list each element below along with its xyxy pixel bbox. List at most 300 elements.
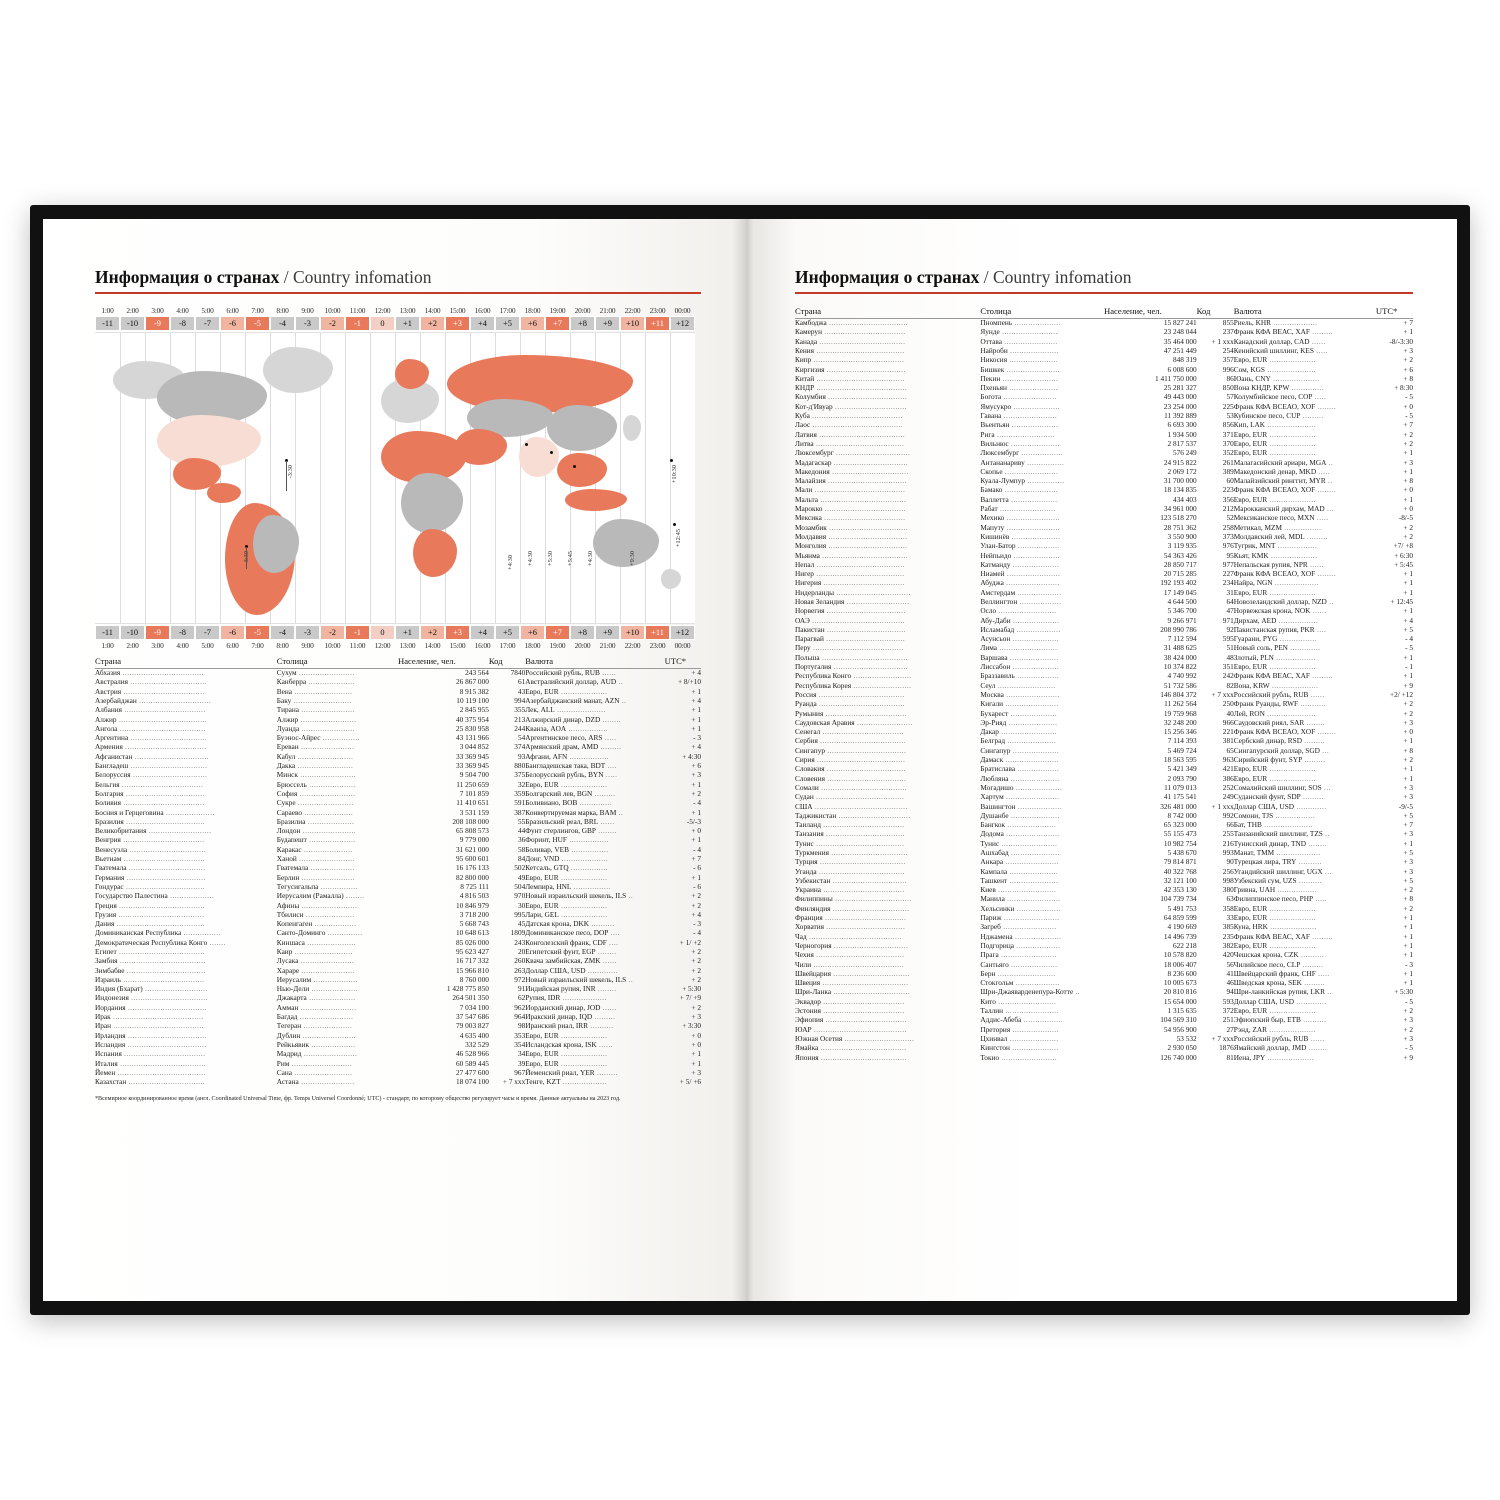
cell-code: 356 [1222,494,1234,504]
cell-capital: Улан-Батор .................. [980,541,1060,551]
cell-currency: Лари, GEL .................... [525,909,608,919]
cell-currency: Евро, EUR .................... [525,1058,608,1068]
cell-capital: Санто-Доминго ............... [276,928,363,938]
cell-utc: + 5 [1403,848,1413,857]
cell-population: 25 281 327 [1163,383,1197,393]
cell-currency: Новый израильский шекель, ILS .. [525,891,634,901]
cell-capital: Кигали ....................... [980,699,1059,709]
utc-offset--4: -4 [270,625,295,640]
cell-code: 39 [517,1058,526,1068]
cell-population: 6 008 600 [1167,364,1197,374]
cell-code: 43 [517,686,526,696]
cell-capital: Вашингтон ................... [980,801,1063,811]
cell-utc: + 0 [691,1030,701,1040]
cell-code: 243 [514,937,526,947]
map-label-4: +5:30 [547,550,554,566]
cell-country: Саудовская Аравия ........................ [795,717,913,727]
cell-code: 91 [517,984,526,994]
utc-offset--11: -11 [95,316,120,331]
cell-capital: Гватемала ................... [276,863,355,873]
cell-capital: Веллингтон .................. [980,596,1062,606]
cell-code: 855 [1222,318,1234,328]
hour-tick-4: 5:00 [201,640,214,650]
cell-capital: Нджамена .................... [980,931,1062,941]
cell-currency: Манат, TMM ................... [1233,848,1321,857]
cell-capital: Каир ......................... [276,946,353,956]
cell-currency: Франк КФА ВСЕАО, XOF ........ [1233,569,1337,579]
header-population: Население, чел. [398,656,489,669]
cell-country: Вьетнам ................................... [95,854,206,864]
cell-utc: + 1 [691,1049,701,1059]
hour-tick-22: 23:00 [649,305,666,315]
utc-offset--1: -1 [345,625,370,640]
cell-currency: Евро, EUR .................... [1233,764,1317,774]
cell-code: 387 [514,807,526,817]
cell-population: 31 621 000 [456,844,489,854]
cell-capital: Подгорица ................... [980,940,1061,950]
cell-code: 856 [1222,420,1234,430]
cell-utc: - 5 [1405,1043,1413,1053]
cell-capital: Токио ........................ [980,1052,1058,1062]
cell-population: 5 469 724 [1167,745,1197,755]
cell-country: Азербайджан ............................... [95,695,212,705]
cell-country: Венесуэла ................................. [95,844,207,854]
cell-population: 10 648 613 [456,928,489,938]
cell-code: 381 [1222,736,1234,746]
cell-population: 10 374 822 [1163,662,1197,672]
cell-utc: + 5 [1403,810,1413,820]
cell-country: Италия ..................................... [95,1058,207,1068]
cell-code: 993 [1222,848,1234,857]
cell-country: Португалия ................................ [795,662,909,672]
cell-currency: Датская крона, DKK .......... [525,919,615,929]
hour-tick-18: 19:00 [549,640,566,650]
cell-utc: - 5 [1405,392,1413,402]
hour-tick-9: 10:00 [324,640,341,650]
cell-population: 2 069 172 [1167,466,1197,476]
utc-offset--11: -11 [95,625,120,640]
cell-utc: + 1 [1403,950,1413,960]
hour-tick-18: 19:00 [549,305,566,315]
cell-population: 14 496 739 [1163,931,1197,941]
cell-country: Латвия ..................................... [795,429,906,439]
cell-currency: Юань, CNY .................... [1233,373,1320,383]
cell-country: Сомали ..................................... [795,782,908,792]
cell-capital: Брюссель .................... [276,779,356,789]
cell-currency: Евро, EUR .................... [525,686,608,696]
cell-country: Чад ........................................ [795,931,902,941]
table-row [95,1078,701,1087]
cell-population: 8 742 000 [1167,810,1197,820]
table-row [795,1053,1413,1062]
cell-utc: + 5:45 [1394,559,1413,569]
cell-capital: Ямусукро .................... [980,401,1060,411]
cell-code: 963 [1222,755,1234,765]
cell-country: Филиппины ................................. [795,894,912,904]
cell-utc: + 1 [1403,569,1413,579]
cell-population: 43 131 966 [456,733,489,743]
cell-country: Камбоджа .................................. [795,318,909,328]
cell-capital: Сингапур .................... [980,745,1060,755]
cell-capital: Луанда ....................... [276,723,355,733]
cell-currency: Евро, EUR .................... [525,1049,608,1059]
cell-population: 35 464 000 [1163,336,1197,346]
world-timezone-map [95,332,695,624]
cell-country: Сирия ...................................... [795,755,906,765]
cell-currency: Евро, EUR .................... [525,779,608,789]
cell-population: 10 578 820 [1163,950,1197,960]
utc-offset-+6: +6 [520,625,545,640]
cell-population: 54 363 426 [1163,550,1197,560]
cell-country: Исландия .................................. [95,1039,207,1049]
cell-currency: Новозеландский доллар, NZD .. [1233,596,1334,606]
cell-population: 243 564 [465,668,489,678]
cell-code: 385 [1222,922,1234,932]
cell-country: Иордания .................................. [95,1002,207,1012]
hour-tick-3: 4:00 [176,640,189,650]
cell-code: 998 [1222,875,1234,885]
cell-population: 25 830 958 [456,723,489,733]
cell-country: Словакия .................................. [795,764,906,774]
cell-capital: Таллин ....................... [980,1006,1059,1016]
cell-capital: Тегусигальпа ................ [276,881,358,891]
map-marker-d [550,451,553,454]
cell-code: 374 [514,742,526,752]
cell-capital: Нейпьидо .................... [980,550,1061,560]
cell-utc: + 7 [1403,820,1413,830]
cell-country: Малайзия .................................. [795,476,908,486]
cell-population: 8 760 000 [459,974,489,984]
title-divider-right [795,292,1413,294]
utc-offset-+9: +9 [595,316,620,331]
cell-country: Нигерия ................................... [795,578,905,588]
cell-code: 258 [1222,522,1234,532]
utc-offset-+3: +3 [445,316,470,331]
cell-utc: + 5 [1403,875,1413,885]
hour-tick-8: 9:00 [301,305,314,315]
cell-country: Мозамбик .................................. [795,522,909,532]
map-label-9: +12:45 [675,528,682,547]
cell-population: 20 715 285 [1163,569,1197,579]
cell-capital: Вена ......................... [276,686,353,696]
header-code-right: Код [1197,306,1234,319]
cell-currency: Кубинское песо, CUP ......... [1233,411,1324,421]
cell-capital: Ташкент ..................... [980,875,1059,885]
cell-population: 3 044 852 [459,742,489,752]
cell-code: 60 [1226,476,1234,486]
cell-population: 53 532 [1176,1033,1197,1043]
cell-capital: Катманду .................... [980,559,1060,569]
cell-utc: + 3:30 [682,1021,701,1031]
hour-tick-17: 18:00 [524,305,541,315]
cell-country: Словения .................................. [795,773,907,783]
cell-code: 55 [517,816,526,826]
cell-country: ОАЭ ........................................ [795,615,906,625]
cell-population: 41 175 541 [1163,792,1197,802]
hour-tick-12: 13:00 [399,305,416,315]
cell-population: 95 600 601 [456,854,489,864]
cell-capital: Сеул ......................... [980,680,1056,690]
cell-utc: + 1 [1403,913,1413,923]
page-title-right [795,267,1413,288]
cell-utc: +7/ +8 [1393,541,1413,551]
country-table-left [95,656,701,1088]
cell-capital: Рим .......................... [276,1058,353,1068]
cell-population: 6 693 300 [1167,420,1197,430]
cell-currency: Ямайский доллар, JMD ........ [1233,1043,1328,1053]
cell-utc: + 3 [691,770,701,780]
map-marker-c [525,443,528,446]
cell-capital: Лондон ....................... [276,826,357,836]
utc-offset--9: -9 [145,316,170,331]
cell-utc: + 1 [1403,736,1413,746]
cell-utc: + 5/ +6 [679,1077,701,1087]
cell-code: 992 [1222,810,1234,820]
cell-capital: Багдад ....................... [276,1012,354,1022]
cell-country: Куба ....................................... [795,411,903,421]
utc-offset-+11: +11 [645,316,670,331]
cell-utc: + 3 [1403,345,1413,355]
cell-capital: Рига ......................... [980,429,1056,439]
cell-utc: + 7 [691,854,701,864]
cell-utc: - 5 [1405,643,1413,653]
cell-capital: Бразилиа .................... [276,816,355,826]
cell-utc: +2/ +12 [1389,689,1413,699]
cell-population: 34 961 000 [1163,504,1197,514]
cell-code: 81 [1226,1052,1234,1062]
cell-capital: Тирана ....................... [276,705,355,715]
cell-currency: Лей, RON ..................... [1233,708,1316,718]
cell-currency: Кип, LAK ..................... [1233,420,1317,430]
cell-utc: + 4 [691,695,701,705]
cell-country: Эстония ................................... [795,1006,905,1016]
cell-utc: + 1 [691,835,701,845]
cell-utc: + 1 [1403,671,1413,681]
hour-tick-9: 10:00 [324,305,341,315]
cell-code: 48 [1226,652,1234,662]
cell-currency: Тугрик, MNT ................. [1233,541,1318,551]
hour-tick-13: 14:00 [424,305,441,315]
cell-currency: Фунт стерлингов, GBP ........ [525,826,617,836]
cell-capital: Иерусалим (Рамалла) ........ [276,891,365,901]
cell-utc: + 3 [691,1012,701,1022]
cell-population: 192 193 402 [1160,578,1197,588]
cell-code: 56 [1226,959,1234,969]
hour-tick-14: 15:00 [449,640,466,650]
cell-utc: + 7/ +9 [679,993,701,1003]
cell-utc: + 3 [1403,457,1413,467]
cell-country: Мали ....................................... [795,485,906,495]
cell-population: 16 176 133 [456,863,489,873]
cell-code: + 1 xxx [1211,336,1234,346]
cell-country: Босния и Герцеговина ..................... [95,807,215,817]
cell-utc: + 2 [691,891,701,901]
cell-country: Мальта ..................................... [795,494,907,504]
cell-population: 28 751 362 [1163,522,1197,532]
cell-code: 880 [514,761,526,771]
cell-population: 15 966 810 [456,965,489,975]
cell-country: Марокко ................................... [795,504,907,514]
cell-population: 32 248 200 [1163,717,1197,727]
cell-population: 15 256 346 [1163,727,1197,737]
cell-country: Чехия ...................................... [795,950,905,960]
cell-currency: Австралийский доллар, AUD .. [525,677,624,687]
cell-capital: Иерусалим ................... [276,974,358,984]
cell-currency: Сингапурский доллар, SGD ... [1233,745,1330,755]
hour-tick-16: 17:00 [499,305,516,315]
table-header-row-right [795,306,1413,319]
hour-tick-17: 18:00 [524,640,541,650]
cell-code: 54 [517,733,526,743]
cell-utc: + 0 [1403,504,1413,514]
cell-utc: + 2 [1403,522,1413,532]
cell-utc: + 3 [1403,857,1413,867]
cell-utc: + 2 [1403,1024,1413,1034]
cell-country: Гватемала ................................. [95,863,206,873]
cell-country: Сербия ..................................... [795,736,907,746]
cell-utc: + 4 [691,909,701,919]
cell-capital: Рабат ........................ [980,504,1056,514]
cell-code: 502 [514,863,526,873]
cell-capital: Канберра .................... [276,677,355,687]
cell-country: Мьянма ..................................... [795,550,909,560]
cell-utc: + 1 [691,705,701,715]
utc-offset--2: -2 [320,625,345,640]
cell-capital: Яунде ........................ [980,327,1058,337]
cell-code: 46 [1226,978,1234,988]
cell-currency: Франк КФА ВСЕАО, XOF ........ [1233,401,1337,411]
utc-offset--8: -8 [170,316,195,331]
header-utc-right: UTC* [1376,306,1413,319]
cell-population: 104 739 734 [1160,894,1197,904]
cell-currency: Вона КНДР, KPW .............. [1233,383,1325,393]
utc-offset--1: -1 [345,316,370,331]
cell-country: Зимбабве .................................. [95,965,206,975]
cell-population: 146 804 372 [1160,689,1197,699]
cell-population: 848 319 [1172,355,1197,365]
cell-currency: Доллар США, USD ............. [1233,996,1327,1006]
cell-country: Болгария .................................. [95,788,205,798]
cell-population: 326 481 000 [1160,801,1197,811]
cell-currency: Донг, VND .................... [525,854,609,864]
cell-currency: Бразильский реал, BRL ...... [525,816,615,826]
cell-country: Польша ..................................... [795,652,908,662]
cell-population: 3 550 900 [1167,531,1197,541]
cell-code: 93 [517,751,526,761]
cell-currency: Доминиканское песо, DOP .... [525,928,620,938]
cell-country: Норвегия .................................. [795,606,906,616]
cell-capital: Вильнюс ..................... [980,438,1060,448]
cell-currency: Саудовский риял, SAR ........ [1233,717,1326,727]
cell-population: 40 375 954 [456,714,489,724]
cell-capital: Сухум ........................ [276,668,355,678]
utc-offset--7: -7 [195,316,220,331]
cell-utc: + 3 [1403,1033,1413,1043]
cell-population: 434 403 [1172,494,1197,504]
cell-utc: + 1 [1403,978,1413,988]
cell-utc: + 0 [691,826,701,836]
cell-capital: Минск ........................ [276,770,356,780]
utc-offset-+4: +4 [470,316,495,331]
cell-currency: Злотый, PLN ................. [1233,652,1316,662]
map-marker-g [673,523,676,526]
cell-capital: Кабул ........................ [276,751,354,761]
cell-population: 2 093 790 [1167,773,1197,783]
cell-code: 64 [1226,596,1234,606]
utc-offset--6: -6 [220,316,245,331]
cell-population: 82 800 000 [456,872,489,882]
cell-country: Аргентина ................................. [95,733,208,743]
cell-capital: Белград ..................... [980,736,1057,746]
cell-currency: Марокканский дирхам, MAD ... [1233,504,1334,514]
cell-country: Судан ...................................... [795,792,905,802]
cell-utc: + 1 [1403,931,1413,941]
cell-country: Эквадор ................................... [795,996,905,1006]
cell-code: 34 [517,1049,526,1059]
cell-code: 353 [514,1030,526,1040]
page-title-ru: Информация о странах [95,267,280,287]
cell-capital: Кишинёв ..................... [980,531,1061,541]
map-label-0: -3:30 [287,464,294,479]
cell-capital: Додома ....................... [980,829,1060,839]
cell-utc: + 2 [1403,708,1413,718]
cell-code: 225 [1222,401,1234,411]
cell-utc: + 2 [691,956,701,966]
cell-utc: + 4 [1403,615,1413,625]
cell-capital: Сантьяго .................... [980,959,1058,969]
hour-tick-15: 16:00 [474,640,491,650]
cell-country: Венгрия ................................... [95,835,205,845]
cell-population: 2 930 050 [1167,1043,1197,1053]
utc-offset-+7: +7 [545,625,570,640]
utc-offset-+12: +12 [670,316,695,331]
cell-utc: + 9 [1403,1052,1413,1062]
hour-tick-10: 11:00 [349,640,366,650]
cell-code: 86 [1226,373,1234,383]
cell-country: Австралия ................................. [95,677,208,687]
cell-currency: Непальская рупия, NPR ...... [1233,559,1325,569]
open-book [30,205,1470,1315]
cell-currency: Тенге, KZT ................... [525,1077,608,1087]
cell-population: 5 668 743 [459,919,489,929]
cell-population: 2 817 537 [1167,438,1197,448]
cell-country: Таджикистан ............................... [795,810,911,820]
cell-utc: + 1 [691,807,701,817]
cell-population: 37 547 686 [456,1012,489,1022]
timezone-chart [95,306,695,650]
cell-population: 9 266 971 [1167,615,1197,625]
cell-currency: Лек, ALL ..................... [525,705,606,715]
cell-capital: Сукре ........................ [276,798,354,808]
cell-population: 18 074 100 [456,1077,489,1087]
hour-tick-14: 15:00 [449,305,466,315]
cell-utc: + 1 [1403,652,1413,662]
cell-capital: Ашхабад ..................... [980,848,1060,857]
cell-population: 332 529 [465,1039,489,1049]
utc-offset-scale-top [95,316,695,331]
cell-population: 3 718 200 [459,909,489,919]
hour-tick-10: 11:00 [349,305,366,315]
cell-country: Кения ...................................... [795,345,905,355]
cell-utc: + 6 [691,761,701,771]
cell-country: Швейцария ................................. [795,968,910,978]
map-label-3: +4:30 [527,550,534,566]
cell-utc: + 3 [1403,717,1413,727]
cell-code: 261 [1222,457,1234,467]
cell-country: Демократическая Республика Конго ....... [95,937,226,947]
cell-population: 1 934 500 [1167,429,1197,439]
cell-population: 27 477 600 [456,1067,489,1077]
